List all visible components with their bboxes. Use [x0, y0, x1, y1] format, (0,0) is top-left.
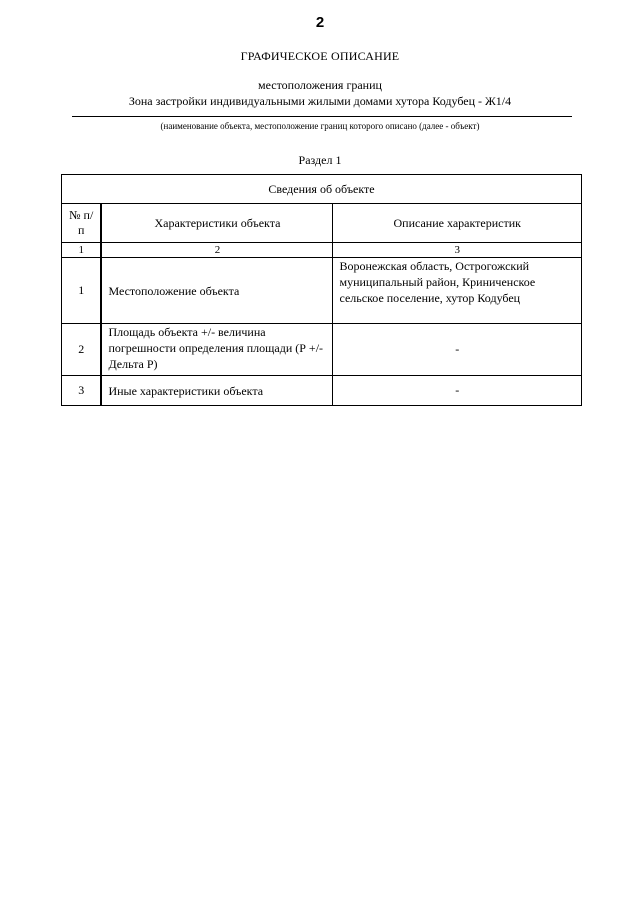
row-number: 1 [62, 258, 102, 324]
row-characteristic: Иные характеристики объекта [101, 376, 333, 406]
object-name-note: (наименование объекта, местоположение границ которого описано (далее - объект) [160, 121, 480, 131]
object-name: Зона застройки индивидуальными жилыми домами хутора Кодубец - Ж1/4 [128, 94, 512, 108]
column-index: 3 [333, 243, 582, 258]
table-caption: Сведения об объекте [62, 175, 582, 204]
title-underline [72, 116, 572, 117]
table-row [62, 376, 582, 406]
section-heading: Раздел 1 [298, 153, 342, 167]
row-characteristic: Площадь объекта +/- величина погрешности определения площади (Р +/- Дельта Р) [101, 324, 333, 376]
header-number: № п/п [62, 204, 102, 243]
header-characteristic: Характеристики объекта [101, 204, 333, 243]
document-title: ГРАФИЧЕСКОЕ ОПИСАНИЕ [240, 49, 400, 63]
row-description: Воронежская область, Острогожский муниципальный район, Криниченское сельское поселение, хутор Кодубец [333, 258, 582, 324]
table-row [62, 324, 582, 376]
table-header-row [62, 204, 582, 243]
header-description: Описание характеристик [333, 204, 582, 243]
document-subtitle: местоположения границ [258, 78, 382, 92]
table-row [62, 258, 582, 324]
row-description: - [333, 324, 582, 376]
row-number: 3 [62, 376, 102, 406]
page-number: 2 [315, 14, 325, 31]
row-number: 2 [62, 324, 102, 376]
row-characteristic: Местоположение объекта [101, 258, 333, 324]
column-index: 2 [101, 243, 333, 258]
table-caption-row [62, 175, 582, 204]
column-index-row [62, 243, 582, 258]
column-index: 1 [62, 243, 102, 258]
object-info-table [61, 174, 582, 406]
row-description: - [333, 376, 582, 406]
